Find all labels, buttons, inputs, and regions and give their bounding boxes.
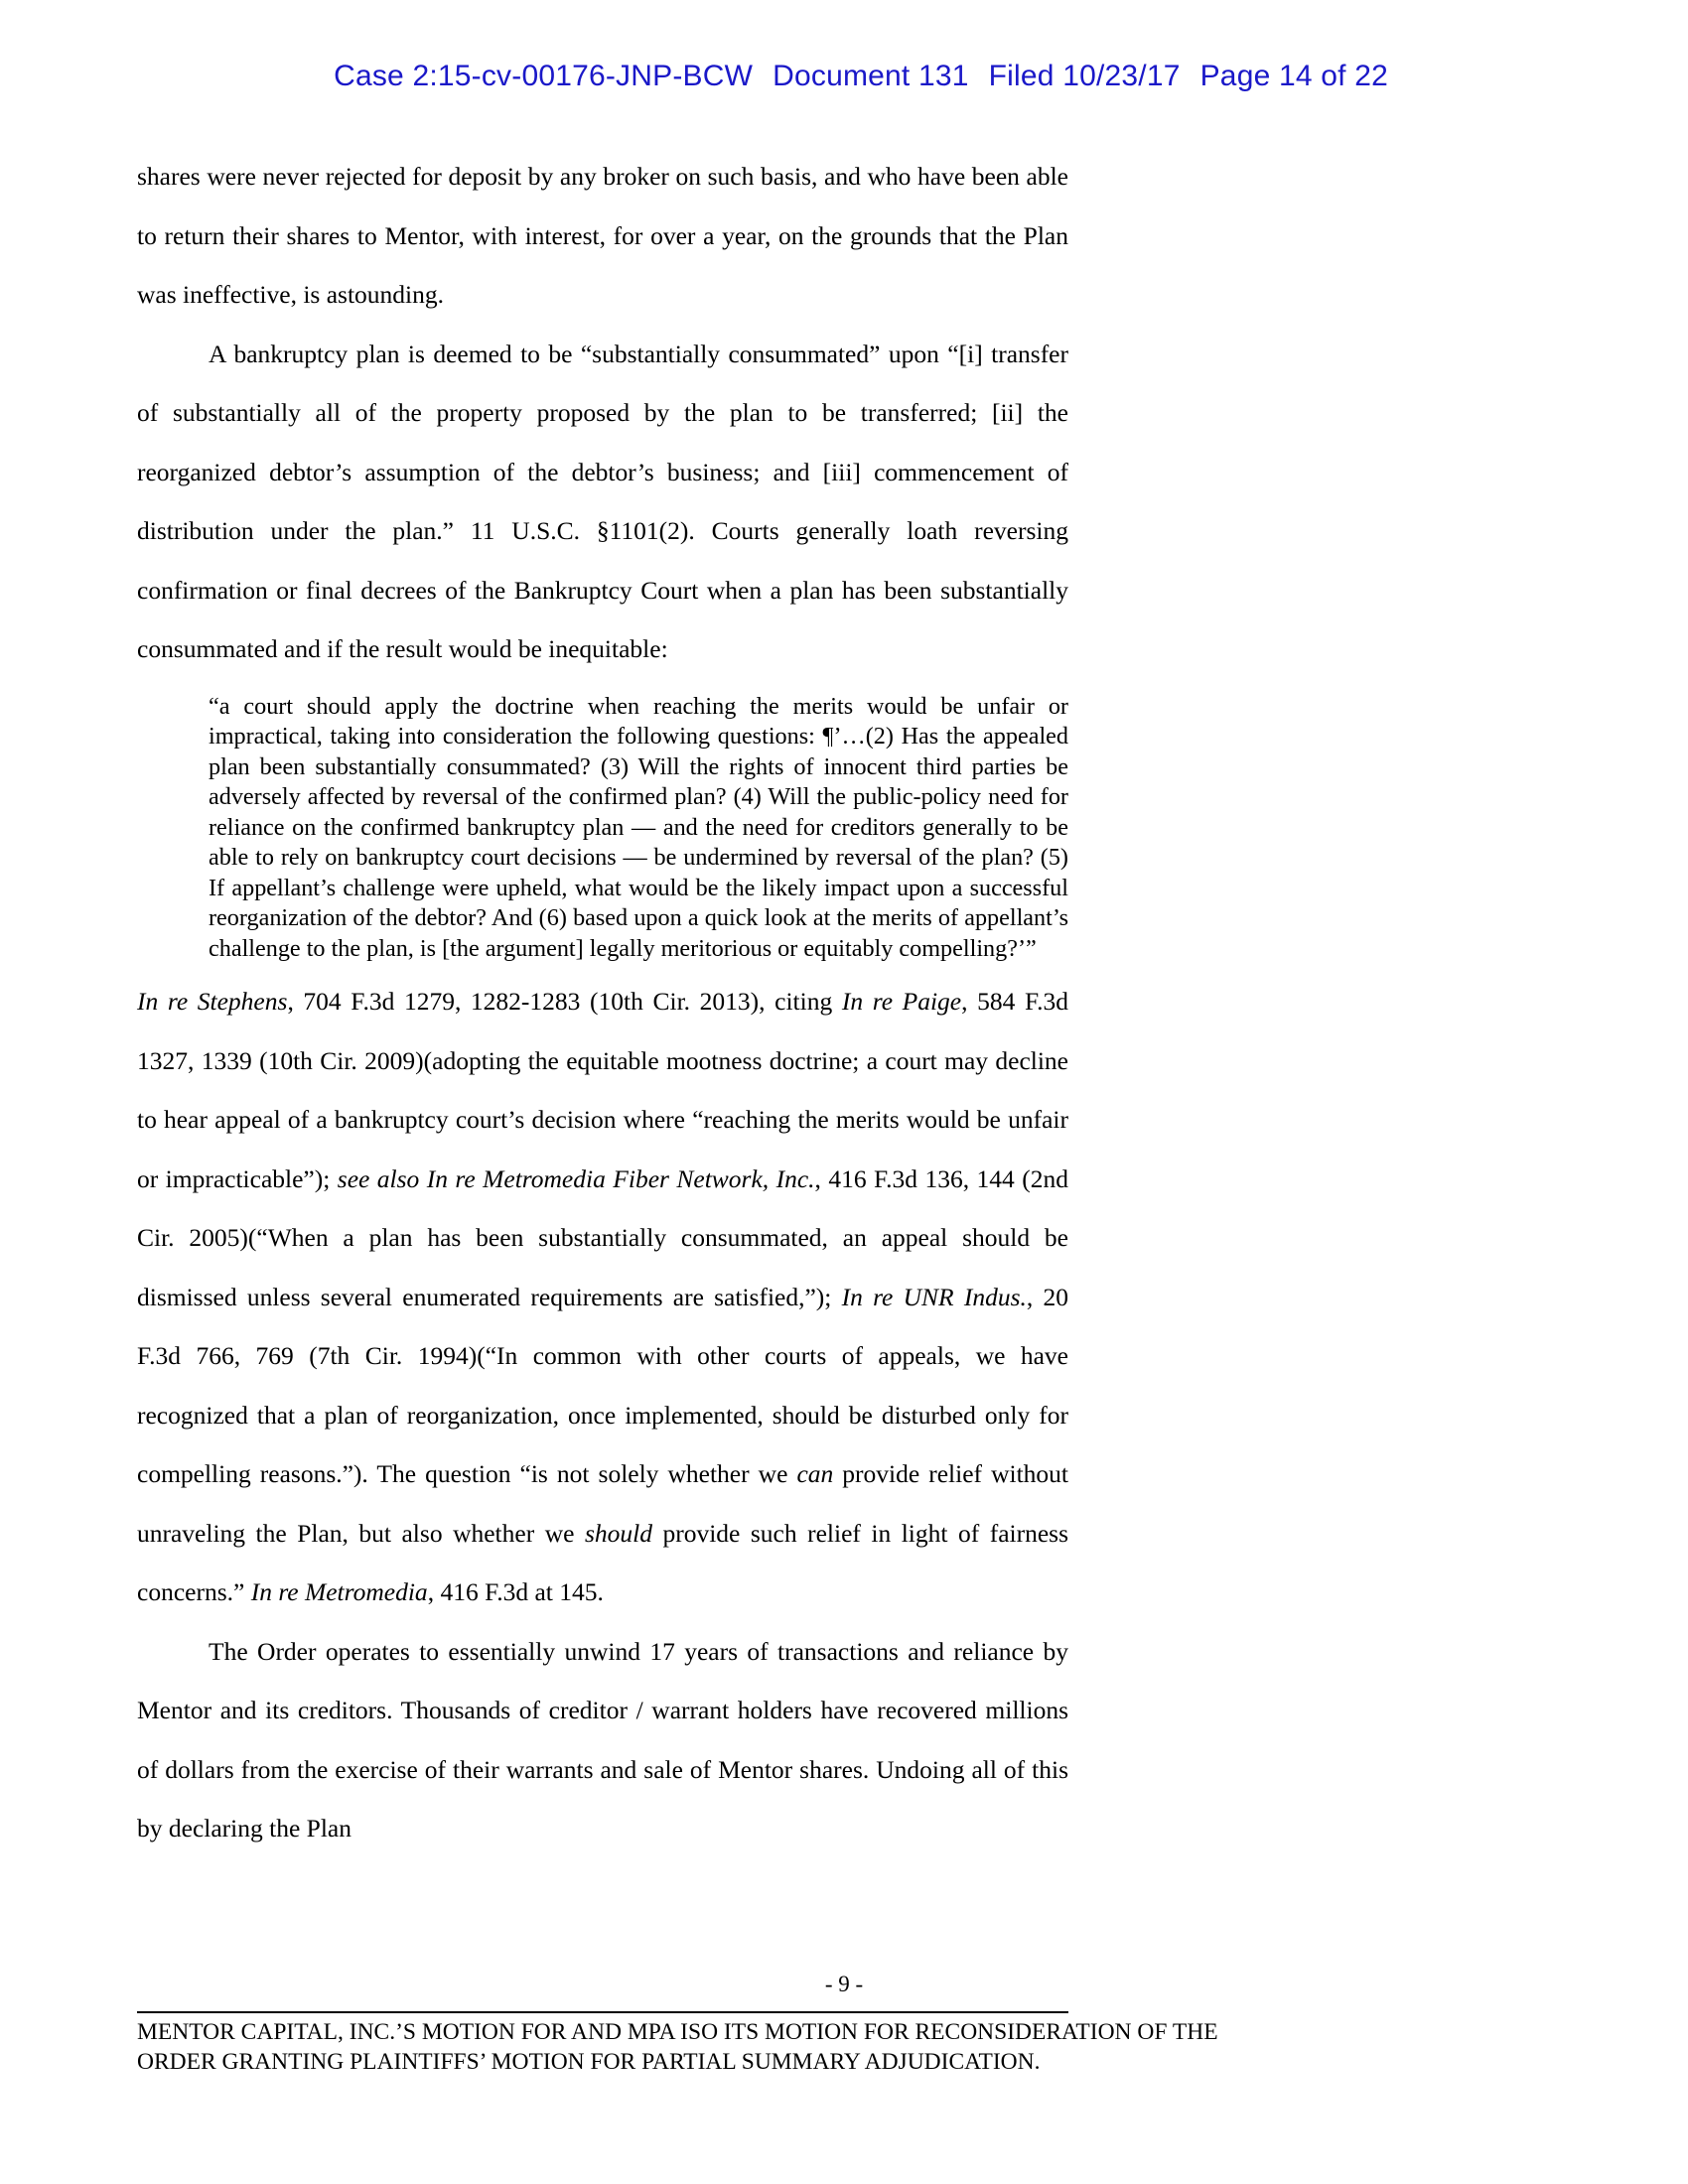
citation-after-unr-indus: , 20 F.3d 766, 769 (7th Cir. 1994)(“In common with other courts of appeals, we have recognized that a plan of reorganization, once implemented, should be disturbed only for compelling reasons.”). The question “is not solely whether we bbox=[137, 1282, 1068, 1488]
ecf-case-number: Case 2:15-cv-00176-JNP-BCW bbox=[334, 60, 754, 92]
emphasis-can: can bbox=[796, 1459, 834, 1488]
citation-case-in-re-metromedia-fiber: In re Metromedia Fiber Network, Inc. bbox=[426, 1163, 815, 1193]
citation-signal-see-also: see also bbox=[337, 1163, 427, 1193]
footer-caption-line-2: ORDER GRANTING PLAINTIFFS’ MOTION FOR PARTIAL SUMMARY ADJUDICATION. bbox=[137, 2049, 1041, 2075]
citation-after-should: provide such relief in light of fairness concerns.” bbox=[137, 1518, 1069, 1606]
block-quote-text: “a court should apply the doctrine when reaching the merits would be unfair or impractical, taking into consideration the following questions: ¶’…(2) Has the appealed plan been substantially consummated? (3) Will the rights of innocent third parties be adversely affected by reversal of the confirmed plan? (4) Will the public-policy need for reliance on the confirmed bankruptcy plan — and the need for creditors generally to be able to rely on bankruptcy court decisions — be undermined by reversal of the plan? (5) If appellant’s challenge were upheld, what would be the likely impact upon a successful reorganization of the debtor? And (6) based upon a quick look at the merits of appellant’s challenge to the plan, is [the argument] legally meritorious or equitably compelling?’” bbox=[209, 692, 1068, 962]
ecf-document-number: Document 131 bbox=[773, 60, 969, 92]
paragraph-continuation: shares were never rejected for deposit by any broker on such basis, and who have been able to return their shares to Mentor, with interest, for over a year, on the grounds that the Plan was ineffective, is astounding. bbox=[137, 162, 1068, 309]
citation-case-in-re-metromedia: In re Metromedia bbox=[250, 1577, 428, 1606]
citation-case-in-re-paige: In re Paige bbox=[841, 987, 962, 1016]
ecf-filing-header bbox=[0, 26, 1688, 127]
document-body bbox=[137, 147, 1068, 1858]
citation-after-paige: , 584 F.3d 1327, 1339 (10th Cir. 2009)(adopting the equitable mootness doctrine; a court may decline to hear appeal of a bankruptcy court’s decision where “reaching the merits would be unfair or impracticable”); bbox=[137, 987, 1069, 1193]
ecf-filed-date: Filed 10/23/17 bbox=[988, 60, 1181, 92]
citation-after-metromedia-fiber: , 416 F.3d 136, 144 (2nd Cir. 2005)(“When a plan has been substantially consummated, an appeal should be dismissed unless several enumerated requirements are satisfied,”); bbox=[137, 1163, 1068, 1311]
footer-caption-line-1: MENTOR CAPITAL, INC.’S MOTION FOR AND MPA ISO ITS MOTION FOR RECONSIDERATION OF THE bbox=[137, 2019, 1218, 2045]
citation-case-in-re-stephens: In re Stephens bbox=[137, 987, 288, 1016]
ecf-page-of: Page 14 of 22 bbox=[1199, 60, 1389, 92]
page-number: - 9 - bbox=[824, 1972, 864, 1996]
citation-after-can: provide relief without unraveling the Plan, but also whether we bbox=[137, 1459, 1068, 1548]
footer-divider bbox=[137, 2011, 1068, 2013]
citation-after-metromedia: , 416 F.3d at 145. bbox=[427, 1577, 604, 1606]
citation-after-stephens: , 704 F.3d 1279, 1282-1283 (10th Cir. 2013), citing bbox=[287, 987, 842, 1016]
emphasis-should: should bbox=[584, 1518, 652, 1548]
block-quote-equitable-mootness bbox=[209, 692, 1068, 965]
paragraph-citations bbox=[137, 972, 1068, 1622]
citation-case-in-re-unr-indus: In re UNR Indus. bbox=[841, 1282, 1027, 1311]
paragraph-substantial-consummation: A bankruptcy plan is deemed to be “substantially consummated” upon “[i] transfer of substantially all of the property proposed by the plan to be transferred; [ii] the reorganized debtor’s assumption of the debtor’s business; and [iii] commencement of distribution under the plan.” 11 U.S.C. §1101(2). Courts generally loath reversing confirmation or final decrees of the Bankruptcy Court when a plan has been substantially consummated and if the result would be inequitable: bbox=[137, 339, 1068, 663]
paragraph-order-unwind: The Order operates to essentially unwind 17 years of transactions and reliance by Mentor and its creditors. Thousands of creditor / warrant holders have recovered millions of dollars from the exercise of their warrants and sale of Mentor shares. Undoing all of this by declaring the Plan bbox=[137, 1636, 1068, 1843]
footer-caption bbox=[137, 2017, 1218, 2077]
